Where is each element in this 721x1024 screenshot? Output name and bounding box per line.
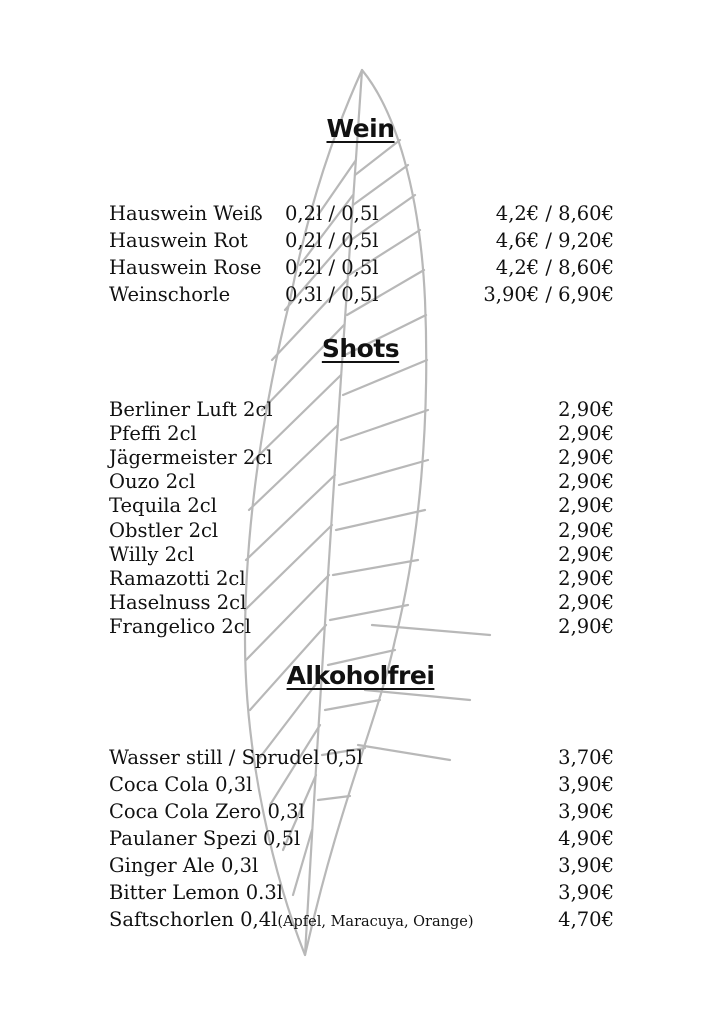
menu-item bbox=[109, 566, 614, 592]
item-name-text: Saftschorlen 0,4l bbox=[109, 908, 278, 931]
item-price: 4,6€ / 9,20€ bbox=[495, 229, 614, 252]
item-price: 2,90€ bbox=[558, 446, 614, 469]
menu-item bbox=[109, 201, 614, 227]
menu-item bbox=[109, 745, 614, 771]
item-size: 0,2l / 0,5l bbox=[285, 229, 379, 252]
item-name: Ouzo 2cl bbox=[109, 470, 196, 493]
item-name: Hauswein Rot bbox=[109, 229, 248, 252]
item-price: 3,90€ bbox=[558, 800, 614, 823]
item-price: 3,70€ bbox=[558, 746, 614, 769]
item-name: Frangelico 2cl bbox=[109, 615, 251, 638]
menu-item bbox=[109, 590, 614, 616]
menu-item bbox=[109, 421, 614, 447]
item-name: Bitter Lemon 0.3l bbox=[109, 881, 284, 904]
item-name: Jägermeister 2cl bbox=[109, 446, 273, 469]
section-title-alkoholfrei: Alkoholfrei bbox=[286, 661, 435, 690]
item-size: 0,3l / 0,5l bbox=[285, 283, 379, 306]
item-price: 4,70€ bbox=[558, 908, 614, 931]
item-price: 2,90€ bbox=[558, 591, 614, 614]
menu-item bbox=[109, 542, 614, 568]
item-name: Berliner Luft 2cl bbox=[109, 398, 273, 421]
item-name: Tequila 2cl bbox=[109, 494, 217, 517]
item-price: 4,90€ bbox=[558, 827, 614, 850]
item-name: Coca Cola 0,3l bbox=[109, 773, 253, 796]
item-price: 2,90€ bbox=[558, 519, 614, 542]
item-name: Pfeffi 2cl bbox=[109, 422, 197, 445]
item-name: Paulaner Spezi 0,5l bbox=[109, 827, 301, 850]
menu-item bbox=[109, 469, 614, 495]
item-price: 4,2€ / 8,60€ bbox=[495, 202, 614, 225]
item-price: 3,90€ bbox=[558, 773, 614, 796]
item-size: 0,2l / 0,5l bbox=[285, 202, 379, 225]
item-price: 2,90€ bbox=[558, 398, 614, 421]
item-price: 2,90€ bbox=[558, 470, 614, 493]
item-name: Wasser still / Sprudel 0,5l bbox=[109, 746, 363, 769]
item-price: 2,90€ bbox=[558, 567, 614, 590]
menu-item bbox=[109, 255, 614, 281]
item-price: 3,90€ bbox=[558, 854, 614, 877]
menu-item bbox=[109, 445, 614, 471]
menu-item bbox=[109, 826, 614, 852]
item-name: Ginger Ale 0,3l bbox=[109, 854, 259, 877]
section-title-shots: Shots bbox=[321, 334, 400, 363]
item-price: 2,90€ bbox=[558, 615, 614, 638]
item-name: Haselnuss 2cl bbox=[109, 591, 247, 614]
item-price: 2,90€ bbox=[558, 422, 614, 445]
section-title-wein: Wein bbox=[326, 114, 395, 143]
item-name: Obstler 2cl bbox=[109, 519, 219, 542]
menu-item bbox=[109, 518, 614, 544]
item-price: 2,90€ bbox=[558, 543, 614, 566]
menu-item bbox=[109, 614, 614, 640]
menu-item bbox=[109, 282, 614, 308]
menu-item bbox=[109, 853, 614, 879]
menu-item bbox=[109, 880, 614, 906]
item-note: (Apfel, Maracuya, Orange) bbox=[277, 914, 474, 930]
menu-item bbox=[109, 799, 614, 825]
item-name: Hauswein Weiß bbox=[109, 202, 263, 225]
item-name: Ramazotti 2cl bbox=[109, 567, 246, 590]
item-name: Willy 2cl bbox=[109, 543, 195, 566]
menu-item bbox=[109, 493, 614, 519]
item-name bbox=[109, 907, 474, 935]
menu-item bbox=[109, 228, 614, 254]
item-price: 3,90€ / 6,90€ bbox=[483, 283, 614, 306]
item-price: 4,2€ / 8,60€ bbox=[495, 256, 614, 279]
item-name: Weinschorle bbox=[109, 283, 231, 306]
menu-item bbox=[109, 907, 614, 933]
menu-item bbox=[109, 772, 614, 798]
item-size: 0,2l / 0,5l bbox=[285, 256, 379, 279]
item-name: Coca Cola Zero 0,3l bbox=[109, 800, 305, 823]
menu-item bbox=[109, 397, 614, 423]
item-price: 2,90€ bbox=[558, 494, 614, 517]
item-name: Hauswein Rose bbox=[109, 256, 262, 279]
item-price: 3,90€ bbox=[558, 881, 614, 904]
